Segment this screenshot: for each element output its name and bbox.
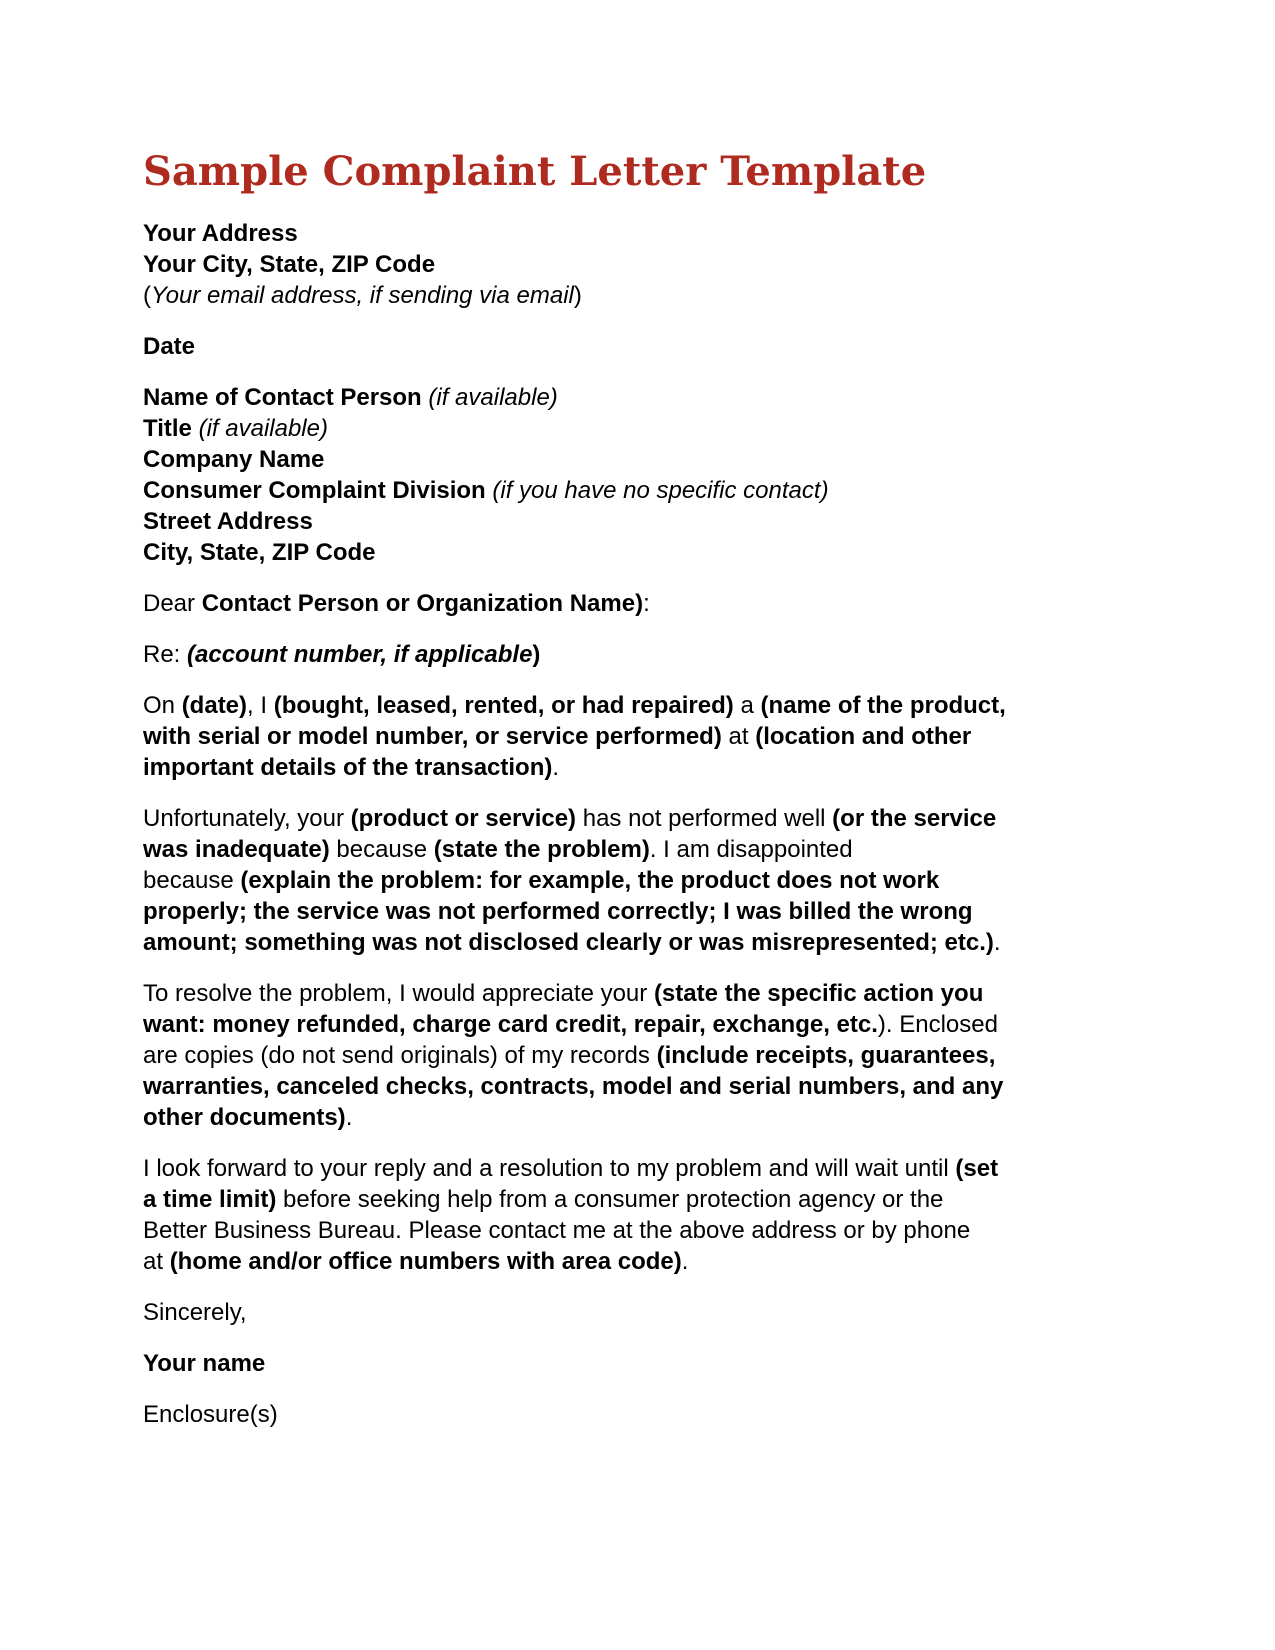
text-segment: because	[143, 867, 241, 894]
text-segment: at	[721, 723, 756, 750]
para-resolution	[143, 978, 1145, 1133]
text-segment: Street Address	[143, 508, 313, 535]
text-segment: :	[643, 590, 650, 617]
text-segment: )	[319, 415, 328, 442]
text-segment: Company Name	[143, 446, 325, 473]
text-segment: Your City, State, ZIP Code	[143, 251, 436, 278]
date-line	[143, 331, 1145, 362]
text-segment: (name of the product,	[760, 692, 1006, 719]
page-title: Sample Complaint Letter Template	[143, 148, 927, 195]
text-segment: (product or service)	[350, 805, 577, 832]
text-segment: Title	[143, 415, 192, 442]
text-segment: (explain the problem: for example, the product does not work	[240, 867, 940, 894]
text-segment: Sincerely,	[143, 1299, 247, 1326]
text-segment: Re:	[143, 641, 188, 668]
text-segment: (	[143, 282, 151, 309]
text-segment: )	[549, 384, 558, 411]
text-segment: .	[993, 929, 1001, 956]
text-segment: (state the problem)	[433, 836, 650, 863]
signature-name	[143, 1348, 1145, 1379]
text-segment: amount; something was not disclosed clearly or was misrepresented; etc.)	[143, 929, 994, 956]
text-segment: properly; the service was not performed correctly; I was billed the wrong	[143, 898, 973, 925]
text-segment: if available	[206, 415, 320, 442]
text-segment: (account number, if applicable	[187, 641, 533, 668]
text-segment: On	[143, 692, 182, 719]
text-segment: (	[492, 477, 501, 504]
para-transaction	[143, 690, 1145, 783]
text-segment: ). Enclosed	[877, 1011, 998, 1038]
salutation	[143, 588, 1145, 619]
text-segment: (state the specific action you	[653, 980, 984, 1007]
text-segment: Enclosure(s)	[143, 1401, 278, 1428]
para-followup	[143, 1153, 1145, 1277]
text-segment: .	[552, 754, 560, 781]
letter-body	[143, 218, 1145, 1430]
text-segment: )	[820, 477, 829, 504]
text-segment: I look forward to your reply and a resolution to my problem and will wait until	[143, 1155, 956, 1182]
text-segment: Contact Person or Organization Name)	[201, 590, 644, 617]
recipient-address	[143, 382, 1145, 568]
text-segment: . I am disappointed	[649, 836, 853, 863]
text-segment: a time limit)	[143, 1186, 277, 1213]
text-segment: if available	[436, 384, 550, 411]
text-segment: if you have no specific contact	[500, 477, 821, 504]
text-segment: at	[143, 1248, 170, 1275]
text-segment: (	[428, 384, 437, 411]
text-segment: , I	[247, 692, 274, 719]
text-segment	[192, 415, 199, 442]
text-segment: other documents)	[143, 1104, 346, 1131]
text-segment: was inadequate)	[143, 836, 330, 863]
text-segment: Dear	[143, 590, 202, 617]
text-segment: Your Address	[143, 220, 298, 247]
text-segment: (or the service	[832, 805, 997, 832]
sender-address	[143, 218, 1145, 311]
text-segment: (	[198, 415, 207, 442]
text-segment: Consumer Complaint Division	[143, 477, 486, 504]
text-segment: before seeking help from a consumer protection agency or the	[276, 1186, 944, 1213]
text-segment: want: money refunded, charge card credit, repair, exchange, etc.	[143, 1011, 878, 1038]
text-segment: are copies (do not send originals) of my records	[143, 1042, 657, 1069]
text-segment: )	[532, 641, 541, 668]
closing	[143, 1297, 1145, 1328]
text-segment: a	[733, 692, 761, 719]
re-line	[143, 639, 1145, 670]
text-segment: Better Business Bureau. Please contact me at the above address or by phone	[143, 1217, 971, 1244]
para-problem	[143, 803, 1145, 958]
text-segment: Your email address, if sending via email	[151, 282, 574, 309]
text-segment: because	[329, 836, 434, 863]
text-segment: has not performed well	[576, 805, 833, 832]
text-segment: Name of Contact Person	[143, 384, 422, 411]
text-segment: Unfortunately, your	[143, 805, 351, 832]
text-segment: Your name	[143, 1350, 266, 1377]
text-segment: warranties, canceled checks, contracts, model and serial numbers, and any	[143, 1073, 1004, 1100]
text-segment: Date	[143, 333, 196, 360]
text-segment: (bought, leased, rented, or had repaired)	[273, 692, 734, 719]
text-segment: (set	[955, 1155, 999, 1182]
text-segment: .	[345, 1104, 353, 1131]
text-segment: (include receipts, guarantees,	[656, 1042, 996, 1069]
text-segment: )	[573, 282, 582, 309]
text-segment: To resolve the problem, I would appreciate your	[143, 980, 654, 1007]
text-segment: (date)	[181, 692, 248, 719]
enclosure-line	[143, 1399, 1145, 1430]
text-segment: with serial or model number, or service performed)	[143, 723, 722, 750]
text-segment: City, State, ZIP Code	[143, 539, 376, 566]
text-segment: (home and/or office numbers with area code)	[169, 1248, 682, 1275]
text-segment: (location and other	[755, 723, 972, 750]
text-segment: .	[681, 1248, 689, 1275]
text-segment: important details of the transaction)	[143, 754, 553, 781]
